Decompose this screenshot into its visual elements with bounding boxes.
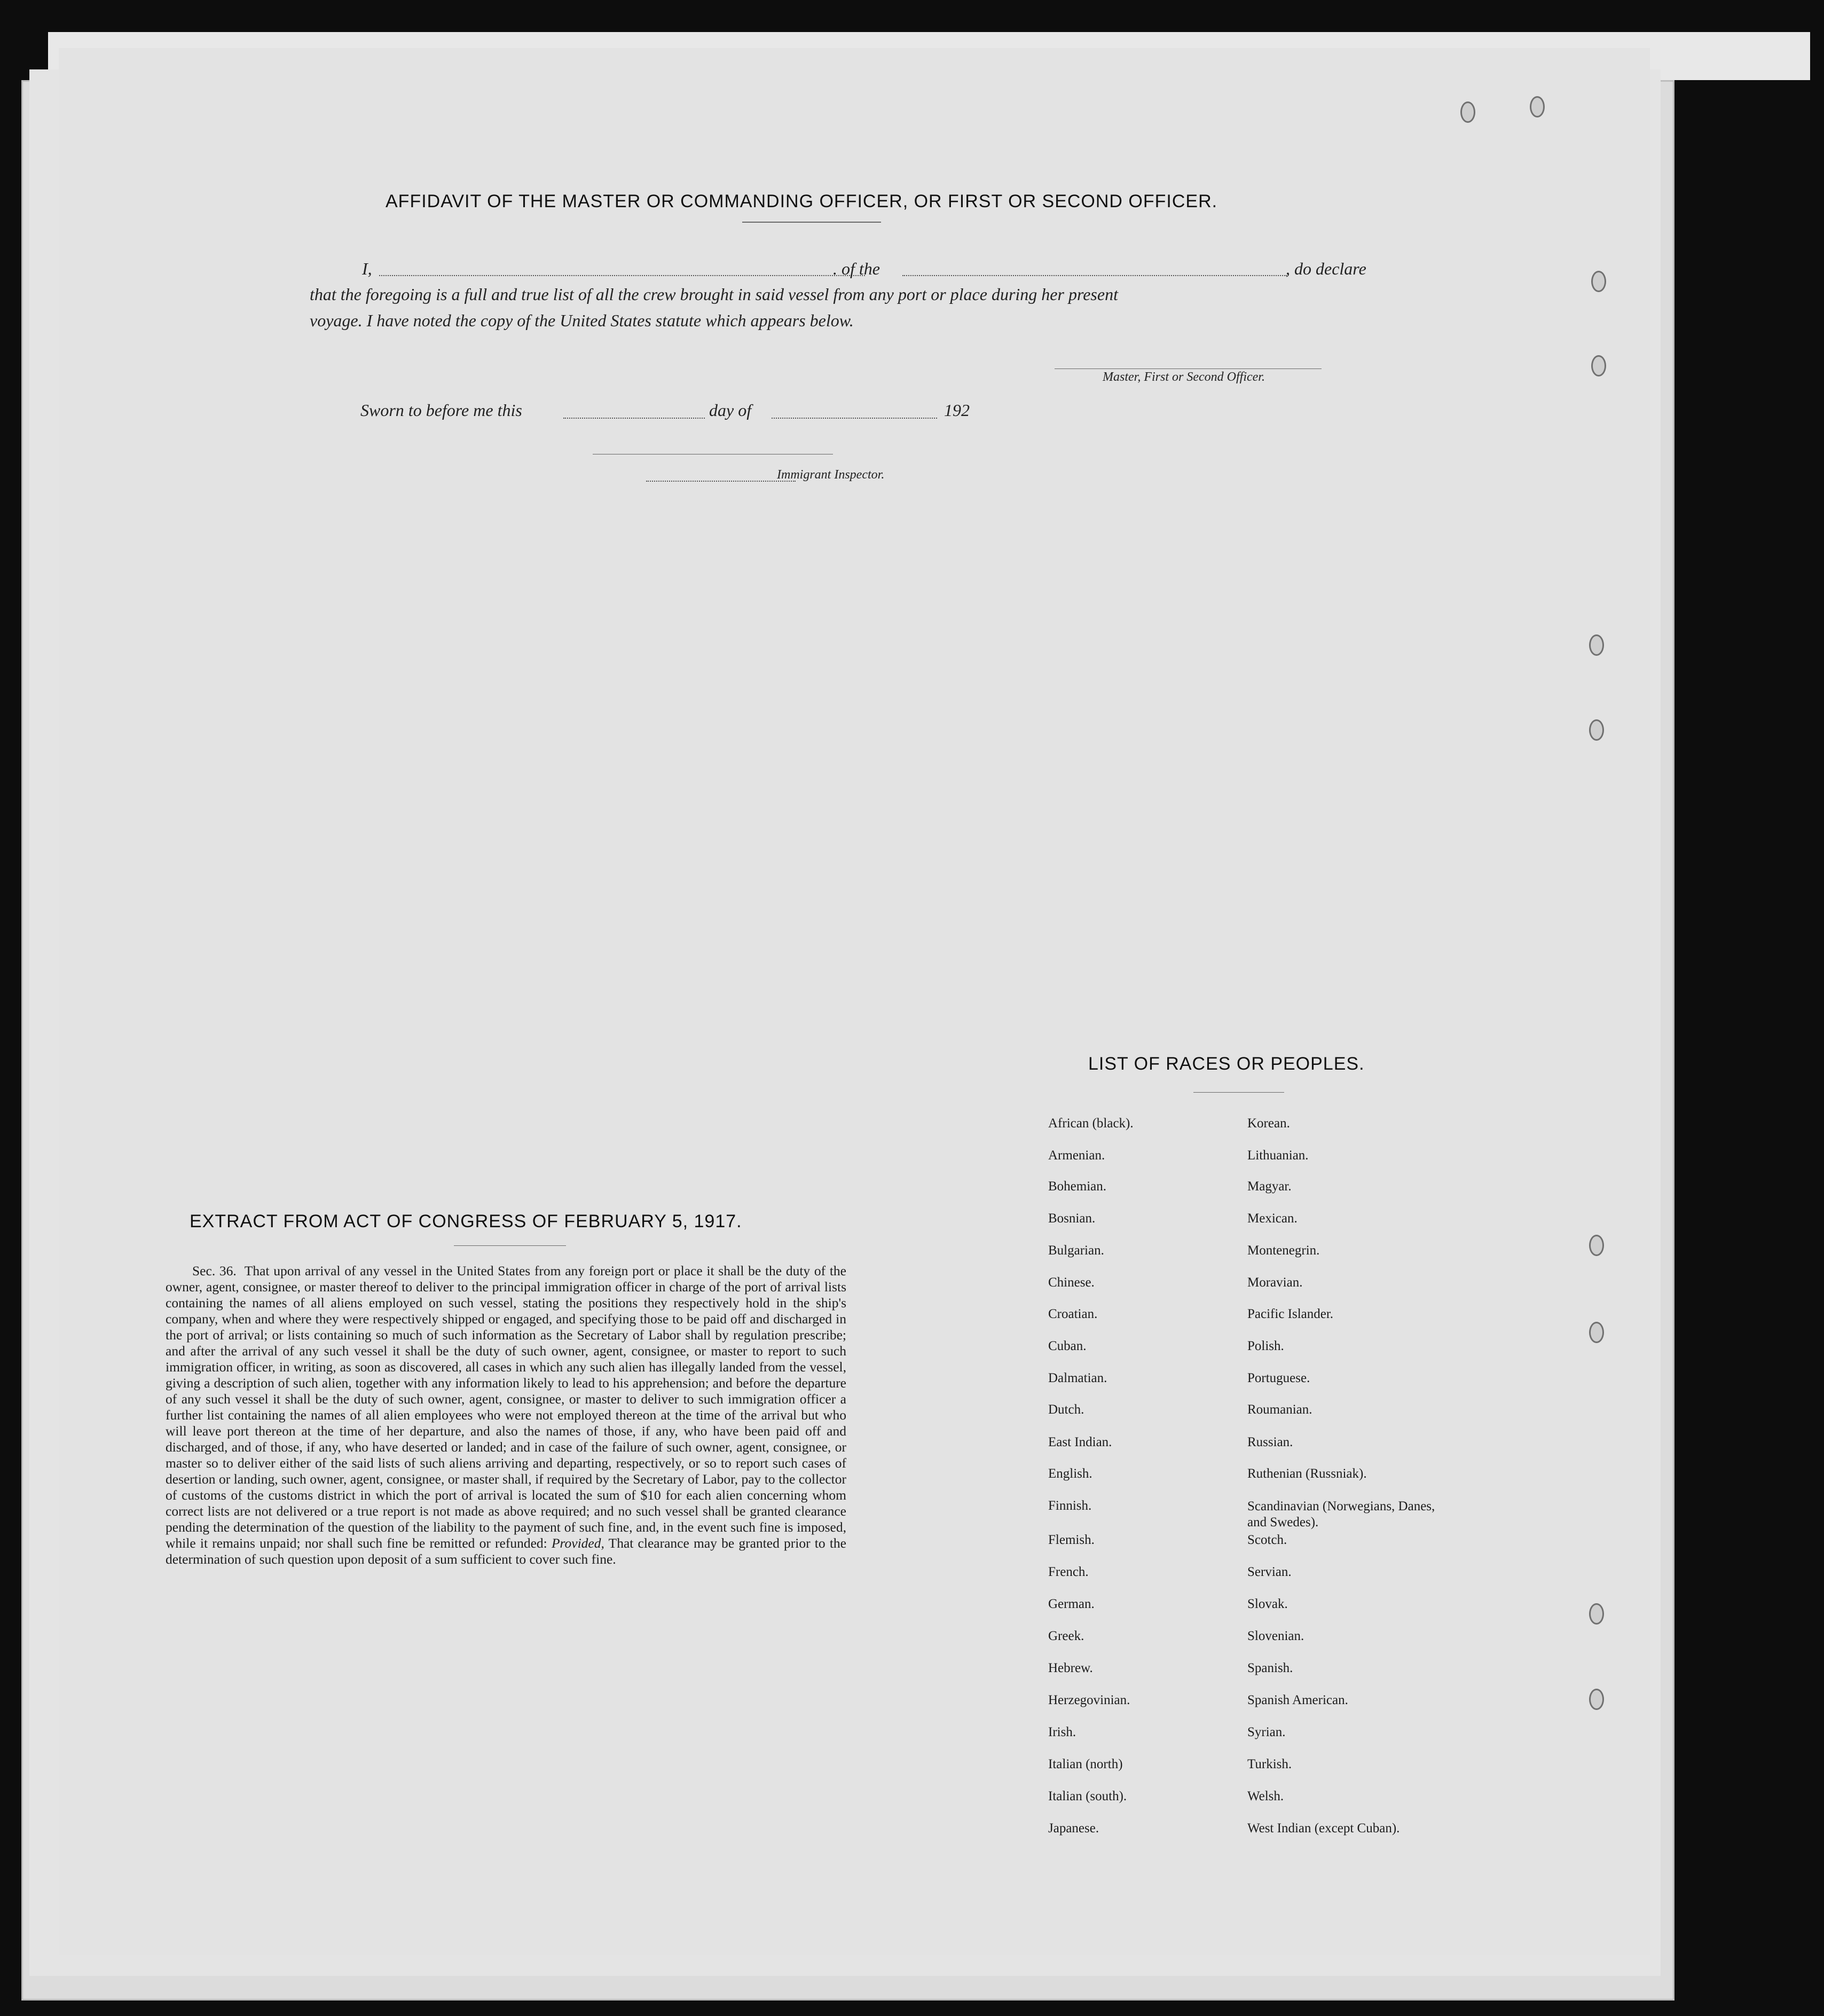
binder-hole — [1591, 355, 1606, 376]
section-label: Sec. 36. — [192, 1263, 237, 1278]
inspector-label: Immigrant Inspector. — [777, 468, 885, 482]
race-item: African (black). — [1048, 1116, 1134, 1131]
race-item: Dalmatian. — [1048, 1371, 1107, 1385]
affidavit-line-2: that the foregoing is a full and true list of all the crew brought in said vessel from any port or place during her present — [310, 285, 1118, 304]
race-item: Portuguese. — [1247, 1371, 1310, 1385]
affidavit-line-3: voyage. I have noted the copy of the United States statute which appears below. — [310, 311, 854, 330]
race-item: English. — [1048, 1466, 1092, 1481]
race-item: Spanish. — [1247, 1661, 1293, 1675]
race-item: Turkish. — [1247, 1757, 1292, 1771]
race-item: Korean. — [1247, 1116, 1290, 1131]
race-item: Cuban. — [1048, 1339, 1087, 1353]
race-item: Magyar. — [1247, 1179, 1292, 1194]
race-item: Irish. — [1048, 1725, 1076, 1739]
race-item: Hebrew. — [1048, 1661, 1093, 1675]
race-item: Greek. — [1048, 1629, 1084, 1643]
race-item: Scotch. — [1247, 1533, 1287, 1547]
race-item: Bosnian. — [1048, 1211, 1096, 1226]
race-item: West Indian (except Cuban). — [1247, 1821, 1400, 1835]
race-item: French. — [1048, 1565, 1089, 1579]
race-item: Pacific Islander. — [1247, 1307, 1334, 1321]
race-item: Moravian. — [1247, 1275, 1303, 1290]
race-item: Russian. — [1247, 1435, 1293, 1449]
race-item: Armenian. — [1048, 1148, 1105, 1163]
race-item: Polish. — [1247, 1339, 1284, 1353]
affidavit-of-the: . of the — [833, 259, 880, 278]
sworn-label: Sworn to before me this — [360, 401, 522, 420]
race-item: Welsh. — [1247, 1789, 1284, 1803]
race-item: East Indian. — [1048, 1435, 1112, 1449]
race-item: Dutch. — [1048, 1402, 1084, 1417]
affidavit-title: AFFIDAVIT OF THE MASTER OR COMMANDING OFFICER, OR FIRST OR SECOND OFFICER. — [386, 191, 1218, 211]
race-item: German. — [1048, 1597, 1095, 1611]
binder-hole — [1589, 634, 1604, 656]
binder-hole — [1589, 1603, 1604, 1625]
binder-hole — [1589, 719, 1604, 741]
race-item: Montenegrin. — [1247, 1243, 1320, 1258]
race-item: Croatian. — [1048, 1307, 1098, 1321]
binder-hole — [1589, 1689, 1604, 1710]
extract-section-36 — [166, 1263, 846, 1567]
inspector-signature-field[interactable] — [646, 481, 796, 482]
race-item: Syrian. — [1247, 1725, 1286, 1739]
race-item: Chinese. — [1048, 1275, 1095, 1290]
day-of-label: day of — [709, 401, 752, 420]
races-title-rule — [1193, 1092, 1284, 1093]
master-signature-label: Master, First or Second Officer. — [1103, 370, 1265, 384]
affidavit-i-label: I, — [362, 259, 372, 278]
race-item: Bohemian. — [1048, 1179, 1107, 1194]
document-page — [59, 48, 1650, 1955]
binder-hole — [1530, 96, 1545, 117]
race-item: Slovenian. — [1247, 1629, 1304, 1643]
races-title: LIST OF RACES OR PEOPLES. — [1088, 1054, 1365, 1074]
sworn-day-field[interactable] — [563, 418, 705, 419]
affidavit-do-declare: , do declare — [1286, 259, 1366, 278]
section-text: That upon arrival of any vessel in the United States from any foreign port or place it shall be the duty of the owner, agent, consignee, or master thereof to deliver to the principal immigration officer in charge of the port of arrival lists containing the names of all aliens employed on such vessel, stating the positions they respectively hold in the ship's company, when and where they were respectively shipped or engaged, and specifying those to be paid off and discharged in the port of arrival; or lists containing so much of such information as the Secretary of Labor shall by regulation prescribe; and after the arrival of any such vessel it shall be the duty of such owner, agent, consignee, or master to report to such immigration officer, in writing, as soon as discovered, all cases in which any such alien has illegally landed from the vessel, giving a description of such alien, together with any information likely to lead to his apprehension; and before the departure of any such vessel it shall be the duty of such owner, agent, consignee, or master to deliver to such immigration officer a further list containing the names of all alien employees who were not employed thereon at the time of the arrival but who will leave port thereon at the time of her departure, and also the names of those, if any, who have been paid off and discharged, and of those, if any, who have deserted or landed; and in case of the failure of such owner, agent, consignee, or master so to deliver either of the said lists of such aliens arriving and departing, respectively, or so to report such cases of desertion or landing, such owner, agent, consignee, or master shall, if required by the Secretary of Labor, pay to the collector of customs of the customs district in which the port of arrival is located the sum of $10 for each alien concerning whom correct lists are not delivered or a true report is not made as above required; and no such vessel shall be granted clearance pending the determination of the question of the liability to the payment of such fine, and, in the event such fine is imposed, while it remains unpaid; nor shall such fine be remitted or refunded: — [166, 1263, 846, 1551]
race-item: Finnish. — [1048, 1499, 1092, 1513]
race-item: Italian (north) — [1048, 1757, 1123, 1771]
extract-title-rule — [454, 1245, 566, 1246]
provided-label: Provided, — [551, 1535, 604, 1551]
section-text-end: That clearance may be granted prior to the determination of such question upon deposit of a sum sufficient to cover such fine. — [166, 1535, 846, 1567]
name-field[interactable] — [379, 275, 865, 276]
binder-hole — [1591, 271, 1606, 292]
master-signature-line — [1055, 368, 1322, 369]
binder-hole — [1460, 101, 1475, 123]
race-item: Lithuanian. — [1247, 1148, 1309, 1163]
extract-title: EXTRACT FROM ACT OF CONGRESS OF FEBRUARY 5, 1917. — [190, 1211, 742, 1231]
race-item: Slovak. — [1247, 1597, 1288, 1611]
race-item: Servian. — [1247, 1565, 1292, 1579]
race-item: Mexican. — [1247, 1211, 1298, 1226]
race-item: Bulgarian. — [1048, 1243, 1104, 1258]
race-item: Flemish. — [1048, 1533, 1095, 1547]
race-item: Scandinavian (Norwegians, Danes, and Swedes). — [1247, 1499, 1435, 1529]
affidavit-title-rule — [742, 222, 881, 223]
binder-hole — [1589, 1235, 1604, 1256]
race-item: Spanish American. — [1247, 1693, 1348, 1707]
race-item: Japanese. — [1048, 1821, 1099, 1835]
sworn-month-field[interactable] — [772, 418, 937, 419]
race-item: Herzegovinian. — [1048, 1693, 1130, 1707]
race-item: Italian (south). — [1048, 1789, 1127, 1803]
vessel-field[interactable] — [902, 275, 1287, 276]
year-label: 192 — [944, 401, 970, 420]
race-item: Roumanian. — [1247, 1402, 1312, 1417]
binder-hole — [1589, 1322, 1604, 1343]
race-item: Ruthenian (Russniak). — [1247, 1466, 1367, 1481]
